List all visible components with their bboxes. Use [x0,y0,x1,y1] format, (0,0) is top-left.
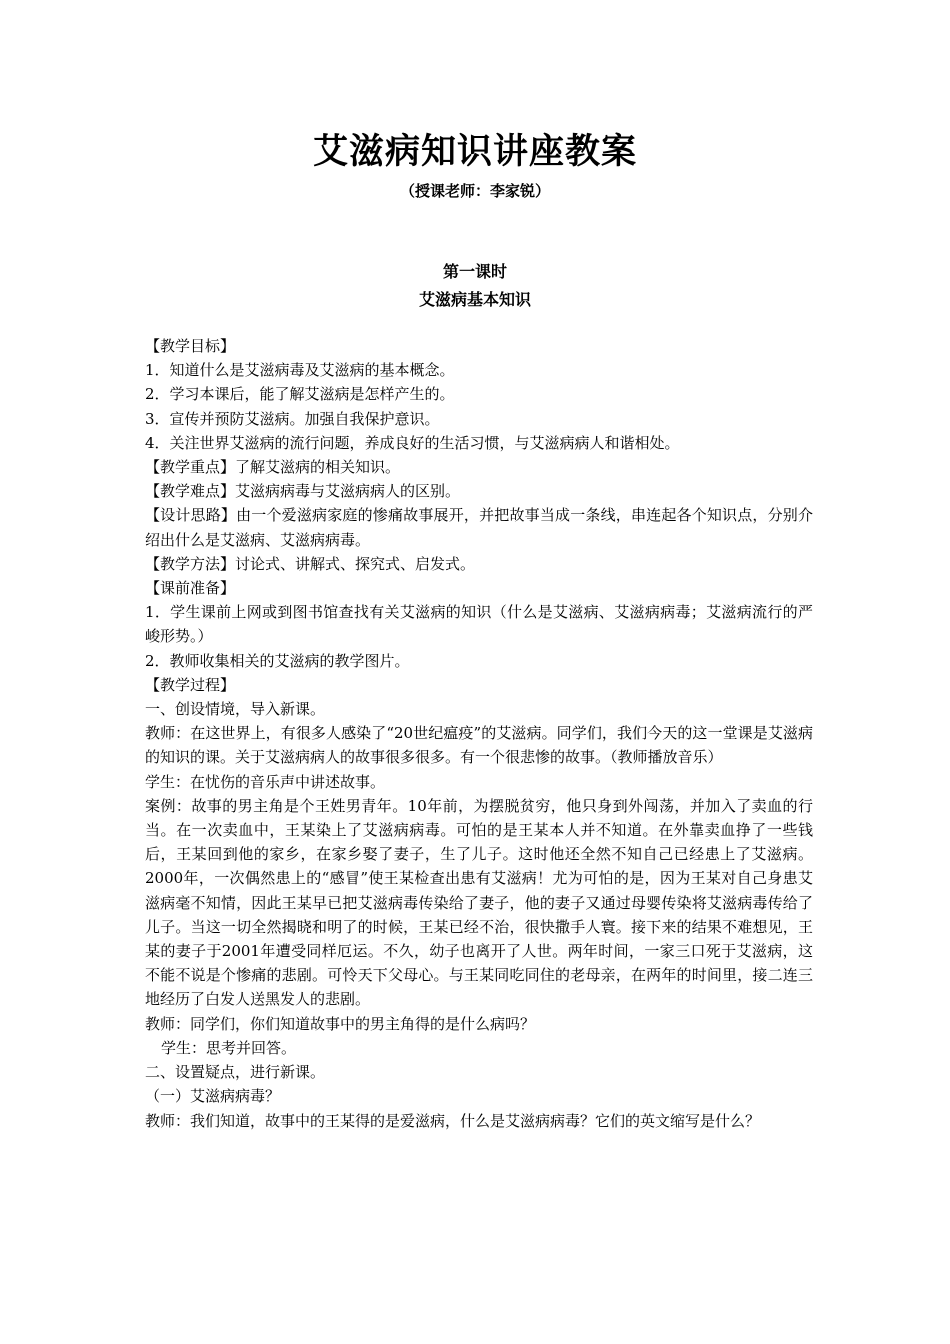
paragraph: 教师：我们知道，故事中的王某得的是爱滋病，什么是艾滋病病毒？它们的英文缩写是什么？ [145,1111,761,1130]
paragraph: 3．宣传并预防艾滋病。加强自我保护意识。 [145,409,440,428]
document-title: 艾滋病知识讲座教案 [312,131,637,172]
lesson-title: 艾滋病基本知识 [418,290,531,309]
instructor-line: （授课老师：李家锐） [399,182,550,200]
paragraph: 学生：思考并回答。 [161,1038,297,1057]
paragraph: （一）艾滋病病毒？ [145,1087,281,1106]
paragraph: 1．学生课前上网或到图书馆查找有关艾滋病的知识（什么是艾滋病、艾滋病病毒；艾滋病流行的严峻形势。） [145,603,813,646]
lesson-heading [0,258,950,314]
paragraph: 2．教师收集相关的艾滋病的教学图片。 [145,651,410,670]
paragraph: 1．知道什么是艾滋病毒及艾滋病的基本概念。 [145,361,455,380]
document-body [145,334,813,1133]
paragraph: 【设计思路】由一个爱滋病家庭的惨痛故事展开，并把故事当成一条线，串连起各个知识点，分别介绍出什么是艾滋病、艾滋病病毒。 [145,506,813,549]
paragraph: 【教学过程】 [145,675,236,694]
paragraph: 【教学难点】艾滋病病毒与艾滋病病人的区别。 [145,482,461,501]
paragraph: 【课前准备】 [145,579,236,598]
paragraph: 学生：在忧伤的音乐声中讲述故事。 [145,772,386,791]
paragraph: 2．学习本课后，能了解艾滋病是怎样产生的。 [145,385,455,404]
paragraph: 教师：同学们，你们知道故事中的男主角得的是什么病吗？ [145,1014,536,1033]
paragraph: 案例：故事的男主角是个王姓男青年。10年前，为摆脱贫穷，他只身到外闯荡，并加入了卖血的行当。在一次卖血中，王某染上了艾滋病病毒。可怕的是王某本人并不知道。在外靠卖血挣了一些钱后，王某回到他的家乡，在家乡娶了妻子，生了儿子。这时他还全然不知自己已经患上了艾滋病。2000年，一次偶然患上的“感冒”使王某检查出患有艾滋病！尤为可怕的是，因为王某对自己身患艾滋病毫不知情，因此王某早已把艾滋病毒传染给了妻子，他的妻子又通过母婴传染将艾滋病毒传给了儿子。当这一切全然揭晓和明了的时候，王某已经不治，很快撒手人寰。接下来的结果不难想见，王某的妻子于2001年遭受同样厄运。不久，幼子也离开了人世。两年时间，一家三口死于艾滋病，这不能不说是个惨痛的悲剧。可怜天下父母心。与王某同吃同住的老母亲，在两年的时间里，接二连三地经历了白发人送黑发人的悲剧。 [145,796,813,1009]
paragraph: 【教学目标】 [145,337,236,355]
lesson-number: 第一课时 [442,262,507,281]
paragraph: 二、设置疑点，进行新课。 [145,1063,326,1082]
paragraph: 教师：在这世界上，有很多人感染了“20世纪瘟疫”的艾滋病。同学们，我们今天的这一堂课是艾滋病的知识的课。关于艾滋病病人的故事很多很多。有一个很悲惨的故事。（教师播放音乐） [145,724,813,767]
paragraph: 【教学重点】了解艾滋病的相关知识。 [145,458,401,477]
paragraph: 一、创设情境，导入新课。 [145,700,326,719]
paragraph: 4．关注世界艾滋病的流行问题，养成良好的生活习惯，与艾滋病病人和谐相处。 [145,433,680,452]
paragraph: 【教学方法】讨论式、讲解式、探究式、启发式。 [145,554,476,573]
